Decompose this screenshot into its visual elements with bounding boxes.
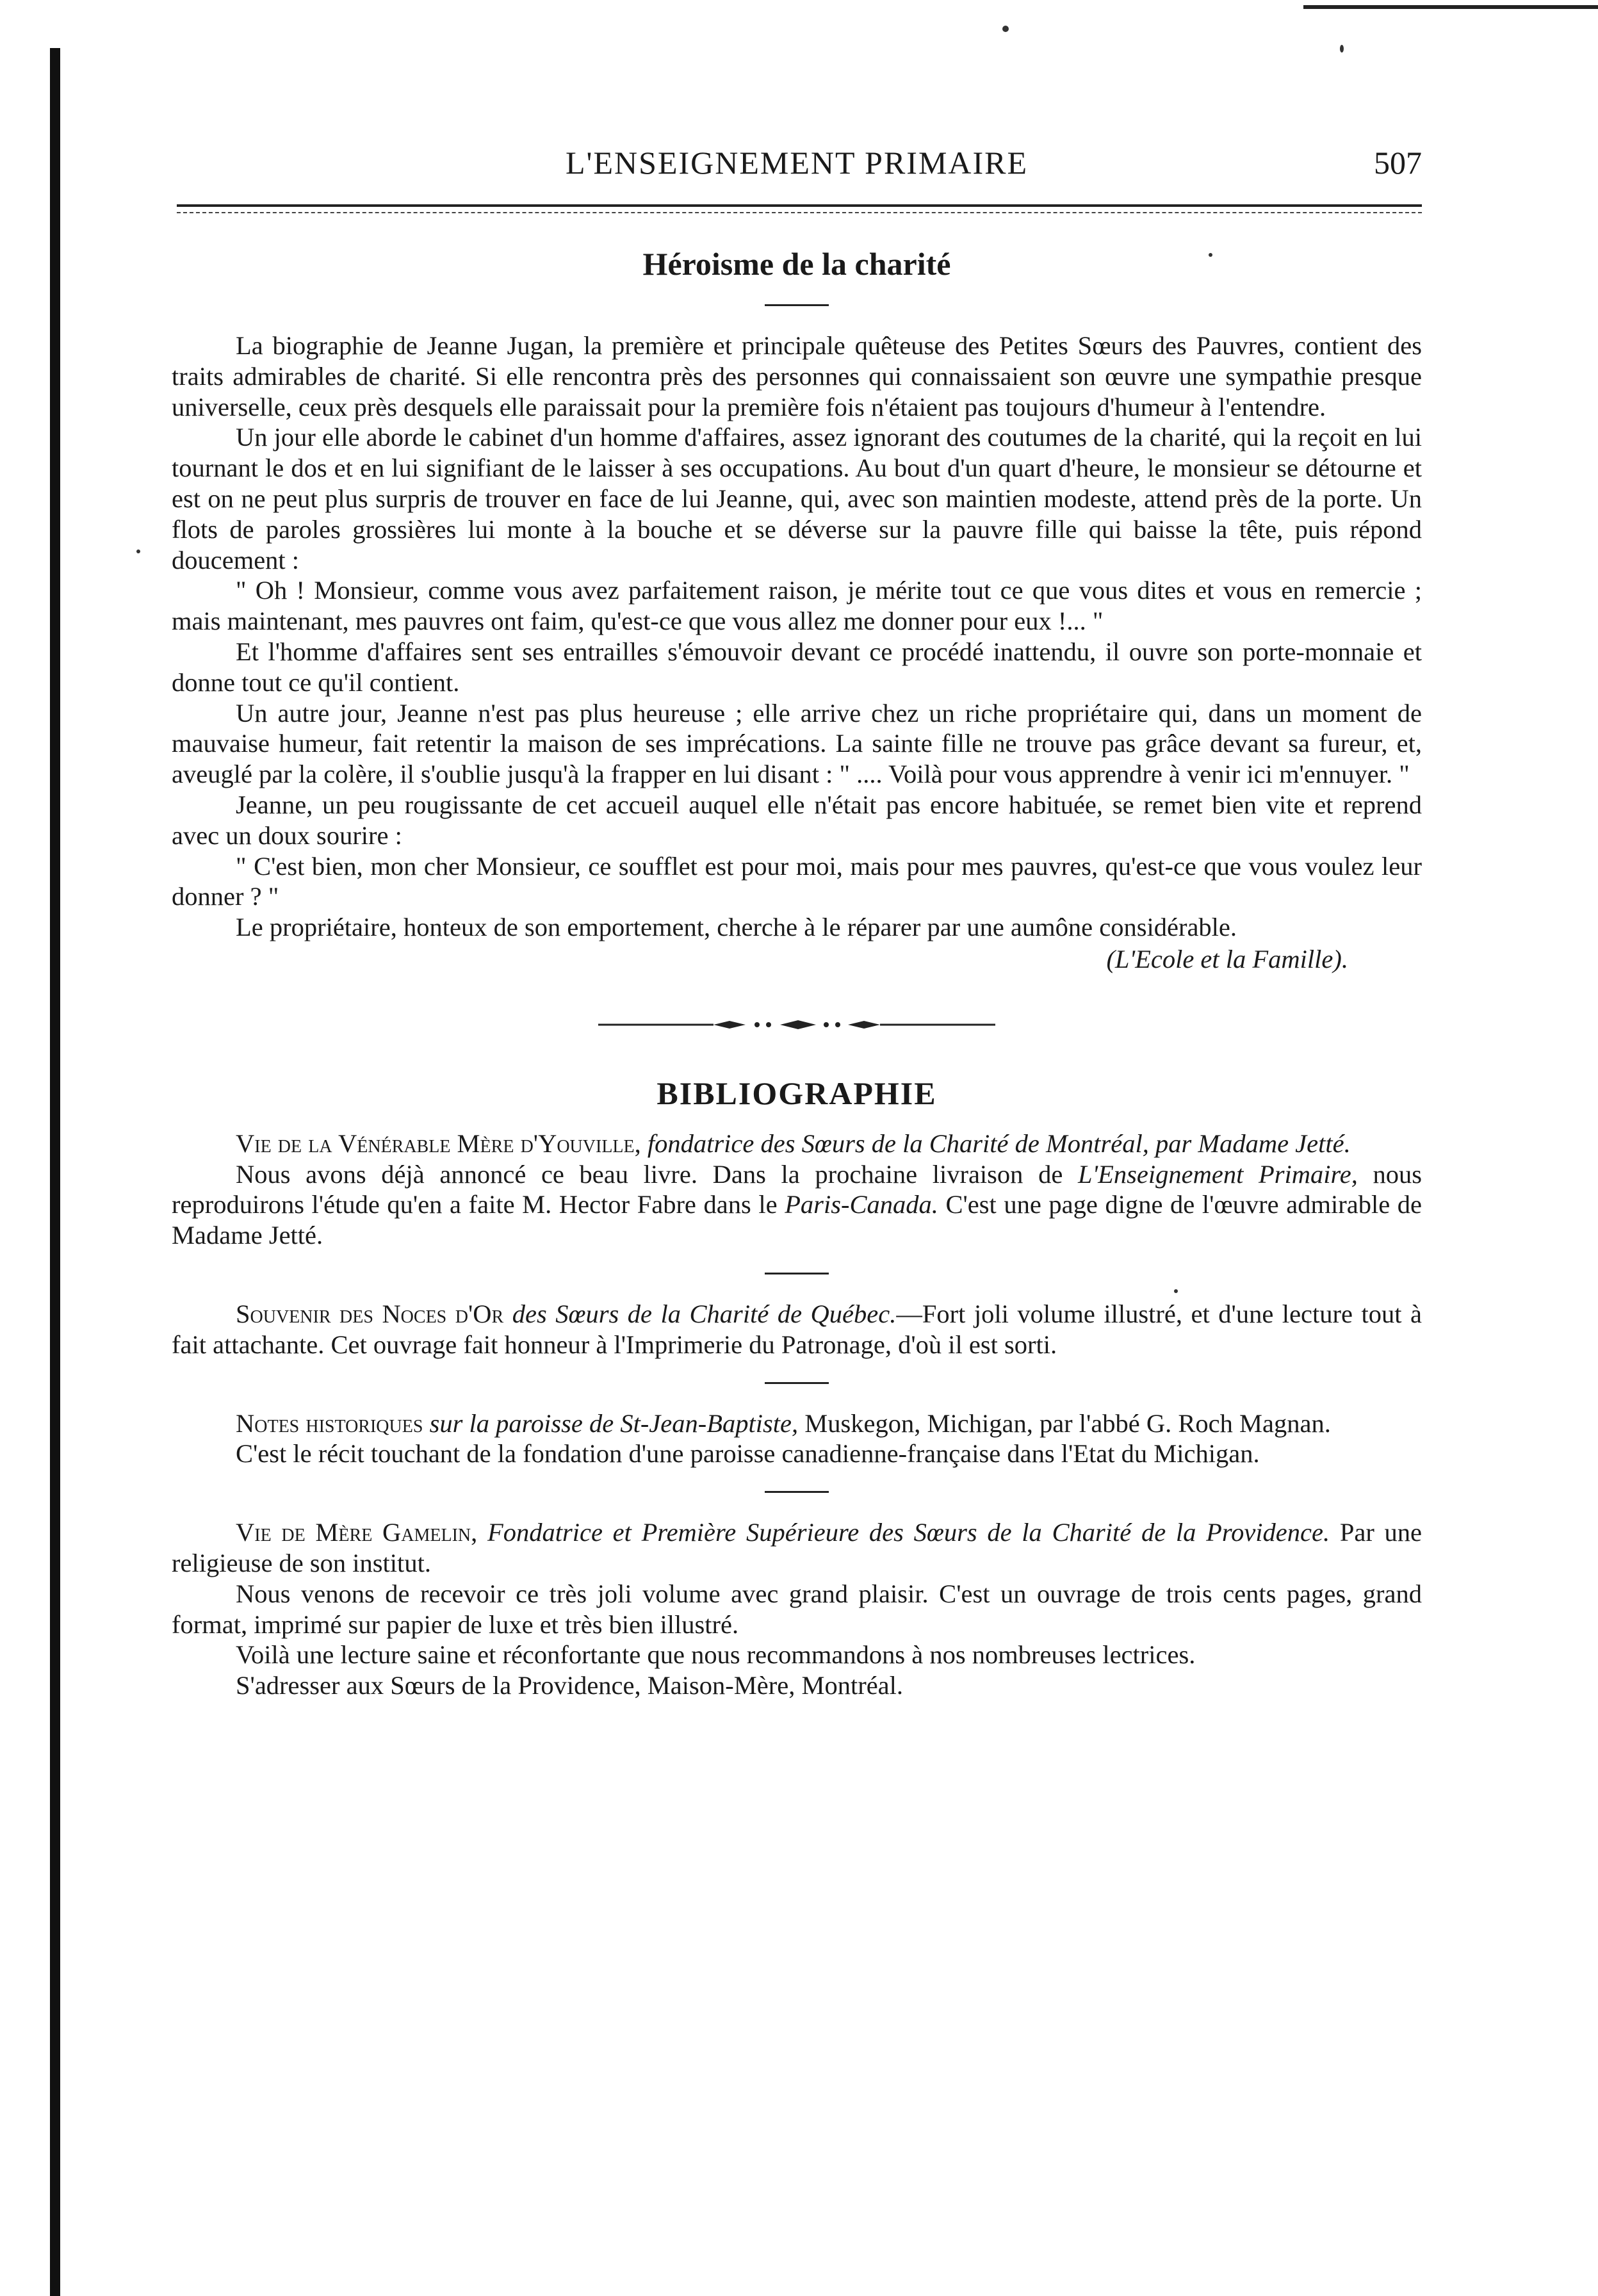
article-paragraph: Un jour elle aborde le cabinet d'un homme d'affaires, assez ignorant des coutumes de la charité, qui la reçoit en lui tournant le dos et en lui signifiant de le laisser à ses occupations. Au bout d'un quart d'heure, le monsieur se détourne et est on ne peut plus surpris de trouver en face de lui Jeanne, qui, avec son maintien modeste, attend près de la porte. Un flots de paroles grossières lui monte à la bouche et se déverse sur la pauvre fille qui baisse la tête, puis répond doucement :: [172, 423, 1422, 574]
entry-subtitle: sur la paroisse de St-Jean-Baptiste,: [429, 1408, 799, 1438]
scan-gutter-bar: [50, 48, 60, 2296]
entry-separator: [765, 1273, 829, 1274]
scan-speck: [136, 550, 140, 553]
article-paragraph: La biographie de Jeanne Jugan, la première et principale quêteuse des Petites Sœurs des Pauvres, contient des traits admirables de charité. Si elle rencontra près des personnes qui connaissaient son œuvre une sympathie presque universelle, ceux près desquels elle paraissait pour la première fois n'étaient pas toujours d'humeur à l'entendre.: [172, 331, 1422, 421]
article-paragraph: " Oh ! Monsieur, comme vous avez parfaitement raison, je mérite tout ce que vous dites et vous en remercie ; mais maintenant, mes pauvres ont faim, qu'est-ce que vous allez me donner pour eux !... ": [172, 576, 1422, 636]
bibliography-entry-paragraph: [172, 1299, 1422, 1360]
bibliography-entry-paragraph: Nous venons de recevoir ce très joli volume avec grand plaisir. C'est un ouvrage de trois cents pages, grand format, imprimé sur papier de luxe et très bien illustré.: [172, 1579, 1422, 1639]
article-source: (L'Ecole et la Famille).: [1106, 944, 1348, 973]
article-paragraph: Un autre jour, Jeanne n'est pas plus heureuse ; elle arrive chez un riche propriétaire qui, dans un moment de mauvaise humeur, fait retentir la maison de ses imprécations. La sainte fille ne trouve pas grâce devant sa fureur, et, aveuglé par la colère, il s'oublie jusqu'à la frapper en lui disant : " .... Voilà pour vous apprendre à venir ici m'ennuyer. ": [172, 698, 1422, 789]
entry-title: Souvenir des Noces d'Or: [236, 1299, 504, 1328]
italic-run: Paris-Canada.: [785, 1190, 938, 1219]
article-title: Héroisme de la charité: [642, 246, 951, 282]
bibliography-entry-heading: [172, 1128, 1422, 1159]
title-rule: [765, 304, 829, 306]
bibliography-entry-paragraph: C'est le récit touchant de la fondation d'une paroisse canadienne-française dans l'Etat du Michigan.: [236, 1439, 1260, 1469]
scan-top-rule: [1303, 5, 1598, 9]
running-head-title: L'ENSEIGNEMENT PRIMAIRE: [565, 145, 1029, 181]
entry-separator: [765, 1491, 829, 1493]
text-run: Par une religieuse de son institut.: [172, 1518, 1423, 1577]
entry-title: Vie de Mère Gamelin,: [236, 1518, 478, 1547]
text-run: Nous avons déjà annoncé ce beau livre. Dans la prochaine livraison de: [236, 1159, 1063, 1189]
section-ornament: [598, 1018, 995, 1031]
bibliography-entry-paragraph: Voilà une lecture saine et réconfortante que nous recommandons à nos nombreuses lectrices.: [236, 1640, 1196, 1670]
bibliography-entry-paragraph: [172, 1159, 1422, 1251]
page-number: 507: [1374, 145, 1422, 181]
article-paragraph: Jeanne, un peu rougissante de cet accueil auquel elle n'était pas encore habituée, se remet bien vite et reprend avec un doux sourire :: [172, 790, 1422, 850]
page-content: [172, 144, 1422, 1701]
article-paragraph: Le propriétaire, honteux de son emportement, cherche à le réparer par une aumône considérable.: [236, 913, 1237, 942]
scan-speck: [1340, 45, 1344, 53]
text-run: Muskegon, Michigan, par l'abbé G. Roch Magnan.: [804, 1408, 1331, 1438]
running-head: [172, 144, 1422, 193]
entry-subtitle: fondatrice des Sœurs de la Charité de Montréal, par Madame Jetté.: [647, 1128, 1351, 1158]
header-double-rule: [172, 199, 1422, 218]
text-run: nous reproduirons l'étude qu'en a faite M. Hector Fabre dans le: [172, 1159, 1423, 1219]
entry-separator: [765, 1382, 829, 1384]
entry-subtitle: Fondatrice et Première Supérieure des Sœurs de la Charité de la Providence.: [487, 1518, 1330, 1547]
bibliography-entry-paragraph: S'adresser aux Sœurs de la Providence, Maison-Mère, Montréal.: [236, 1671, 904, 1700]
article-paragraph: Et l'homme d'affaires sent ses entrailles s'émouvoir devant ce procédé inattendu, il ouvre son porte-monnaie et donne tout ce qu'il contient.: [172, 637, 1422, 697]
text-run: C'est une page digne de l'œuvre admirable de Madame Jetté.: [172, 1190, 1422, 1250]
entry-title: Vie de la Vénérable Mère d'Youville,: [236, 1128, 641, 1158]
bibliography-entry-heading: [172, 1517, 1422, 1579]
scan-speck: [1002, 26, 1009, 32]
entry-title: Notes historiques: [236, 1408, 423, 1438]
bibliography-title: BIBLIOGRAPHIE: [656, 1075, 937, 1111]
italic-run: L'Enseignement Primaire,: [1077, 1159, 1358, 1189]
bibliography-entry-heading: [172, 1408, 1422, 1439]
text-run: —Fort joli volume illustré, et d'une lecture tout à fait attachante. Cet ouvrage fait honneur à l'Imprimerie du Patronage, d'où il est sorti.: [172, 1299, 1422, 1359]
entry-subtitle: des Sœurs de la Charité de Québec.: [512, 1299, 897, 1328]
article-paragraph: " C'est bien, mon cher Monsieur, ce soufflet est pour moi, mais pour mes pauvres, qu'est-ce que vous voulez leur donner ? ": [172, 851, 1422, 911]
